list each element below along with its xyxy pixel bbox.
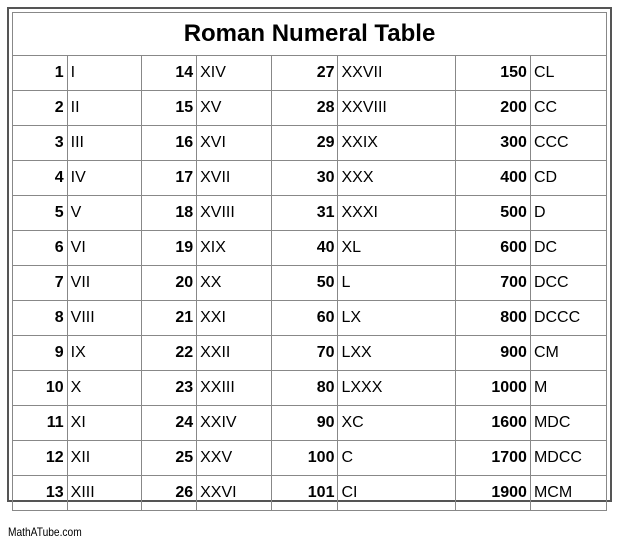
roman-numeral-cell: VI bbox=[67, 231, 142, 266]
roman-numeral-cell: XX bbox=[197, 266, 272, 301]
roman-numeral-cell: DCC bbox=[530, 266, 606, 301]
roman-numeral-cell: XVI bbox=[197, 126, 272, 161]
table-row bbox=[13, 441, 607, 476]
number-cell: 8 bbox=[13, 301, 68, 336]
number-cell: 200 bbox=[456, 91, 531, 126]
roman-numeral-cell: XXI bbox=[197, 301, 272, 336]
number-cell: 11 bbox=[13, 406, 68, 441]
number-cell: 13 bbox=[13, 476, 68, 511]
number-cell: 21 bbox=[142, 301, 197, 336]
site-credit: MathATube.com bbox=[8, 525, 82, 539]
roman-numeral-cell: XVIII bbox=[197, 196, 272, 231]
roman-numeral-cell: XIX bbox=[197, 231, 272, 266]
roman-numeral-cell: XXVI bbox=[197, 476, 272, 511]
number-cell: 28 bbox=[271, 91, 338, 126]
number-cell: 700 bbox=[456, 266, 531, 301]
number-cell: 14 bbox=[142, 56, 197, 91]
number-cell: 22 bbox=[142, 336, 197, 371]
roman-numeral-cell: V bbox=[67, 196, 142, 231]
number-cell: 18 bbox=[142, 196, 197, 231]
number-cell: 19 bbox=[142, 231, 197, 266]
number-cell: 31 bbox=[271, 196, 338, 231]
table-row bbox=[13, 476, 607, 511]
number-cell: 7 bbox=[13, 266, 68, 301]
roman-numeral-table bbox=[12, 12, 607, 511]
number-cell: 2 bbox=[13, 91, 68, 126]
number-cell: 300 bbox=[456, 126, 531, 161]
number-cell: 600 bbox=[456, 231, 531, 266]
roman-numeral-cell: MDC bbox=[530, 406, 606, 441]
roman-numeral-cell: CCC bbox=[530, 126, 606, 161]
roman-numeral-cell: XXIV bbox=[197, 406, 272, 441]
roman-numeral-cell: L bbox=[338, 266, 456, 301]
number-cell: 27 bbox=[271, 56, 338, 91]
roman-numeral-cell: XXVII bbox=[338, 56, 456, 91]
number-cell: 90 bbox=[271, 406, 338, 441]
roman-numeral-cell: DCCC bbox=[530, 301, 606, 336]
roman-numeral-cell: X bbox=[67, 371, 142, 406]
table-row bbox=[13, 161, 607, 196]
roman-numeral-cell: CC bbox=[530, 91, 606, 126]
number-cell: 80 bbox=[271, 371, 338, 406]
roman-numeral-cell: XXX bbox=[338, 161, 456, 196]
number-cell: 150 bbox=[456, 56, 531, 91]
number-cell: 1000 bbox=[456, 371, 531, 406]
roman-numeral-cell: XIII bbox=[67, 476, 142, 511]
table-row bbox=[13, 371, 607, 406]
number-cell: 29 bbox=[271, 126, 338, 161]
number-cell: 5 bbox=[13, 196, 68, 231]
number-cell: 1700 bbox=[456, 441, 531, 476]
number-cell: 800 bbox=[456, 301, 531, 336]
number-cell: 12 bbox=[13, 441, 68, 476]
table-row bbox=[13, 301, 607, 336]
number-cell: 70 bbox=[271, 336, 338, 371]
number-cell: 25 bbox=[142, 441, 197, 476]
roman-numeral-cell: MCM bbox=[530, 476, 606, 511]
roman-numeral-cell: DC bbox=[530, 231, 606, 266]
roman-numeral-cell: XI bbox=[67, 406, 142, 441]
table-row bbox=[13, 196, 607, 231]
roman-numeral-table-frame bbox=[7, 7, 612, 502]
roman-numeral-cell: XXXI bbox=[338, 196, 456, 231]
number-cell: 1 bbox=[13, 56, 68, 91]
number-cell: 24 bbox=[142, 406, 197, 441]
roman-numeral-cell: IX bbox=[67, 336, 142, 371]
number-cell: 100 bbox=[271, 441, 338, 476]
roman-numeral-cell: CD bbox=[530, 161, 606, 196]
roman-numeral-cell: MDCC bbox=[530, 441, 606, 476]
roman-numeral-cell: D bbox=[530, 196, 606, 231]
number-cell: 4 bbox=[13, 161, 68, 196]
number-cell: 23 bbox=[142, 371, 197, 406]
roman-numeral-cell: XV bbox=[197, 91, 272, 126]
number-cell: 30 bbox=[271, 161, 338, 196]
table-row bbox=[13, 266, 607, 301]
roman-numeral-cell: XIV bbox=[197, 56, 272, 91]
number-cell: 1900 bbox=[456, 476, 531, 511]
roman-numeral-cell: CI bbox=[338, 476, 456, 511]
roman-numeral-cell: VIII bbox=[67, 301, 142, 336]
number-cell: 60 bbox=[271, 301, 338, 336]
number-cell: 20 bbox=[142, 266, 197, 301]
roman-numeral-cell: XXV bbox=[197, 441, 272, 476]
number-cell: 50 bbox=[271, 266, 338, 301]
roman-numeral-cell: II bbox=[67, 91, 142, 126]
number-cell: 10 bbox=[13, 371, 68, 406]
table-title: Roman Numeral Table bbox=[13, 13, 607, 56]
number-cell: 15 bbox=[142, 91, 197, 126]
table-row bbox=[13, 336, 607, 371]
number-cell: 900 bbox=[456, 336, 531, 371]
roman-numeral-cell: LXXX bbox=[338, 371, 456, 406]
roman-numeral-cell: CM bbox=[530, 336, 606, 371]
roman-numeral-cell: VII bbox=[67, 266, 142, 301]
roman-numeral-cell: XVII bbox=[197, 161, 272, 196]
number-cell: 1600 bbox=[456, 406, 531, 441]
number-cell: 3 bbox=[13, 126, 68, 161]
roman-numeral-cell: LXX bbox=[338, 336, 456, 371]
table-row bbox=[13, 91, 607, 126]
roman-numeral-cell: XXVIII bbox=[338, 91, 456, 126]
table-row bbox=[13, 56, 607, 91]
roman-numeral-cell: XC bbox=[338, 406, 456, 441]
roman-numeral-cell: IV bbox=[67, 161, 142, 196]
roman-numeral-cell: XXII bbox=[197, 336, 272, 371]
table-row bbox=[13, 231, 607, 266]
roman-numeral-cell: III bbox=[67, 126, 142, 161]
table-row bbox=[13, 126, 607, 161]
number-cell: 17 bbox=[142, 161, 197, 196]
number-cell: 400 bbox=[456, 161, 531, 196]
roman-numeral-cell: XXIX bbox=[338, 126, 456, 161]
number-cell: 500 bbox=[456, 196, 531, 231]
number-cell: 26 bbox=[142, 476, 197, 511]
roman-numeral-cell: I bbox=[67, 56, 142, 91]
roman-numeral-cell: CL bbox=[530, 56, 606, 91]
roman-numeral-cell: XXIII bbox=[197, 371, 272, 406]
number-cell: 16 bbox=[142, 126, 197, 161]
table-row bbox=[13, 406, 607, 441]
roman-numeral-cell: C bbox=[338, 441, 456, 476]
roman-numeral-cell: XII bbox=[67, 441, 142, 476]
roman-numeral-cell: LX bbox=[338, 301, 456, 336]
number-cell: 9 bbox=[13, 336, 68, 371]
roman-numeral-cell: XL bbox=[338, 231, 456, 266]
number-cell: 101 bbox=[271, 476, 338, 511]
number-cell: 40 bbox=[271, 231, 338, 266]
roman-numeral-cell: M bbox=[530, 371, 606, 406]
number-cell: 6 bbox=[13, 231, 68, 266]
